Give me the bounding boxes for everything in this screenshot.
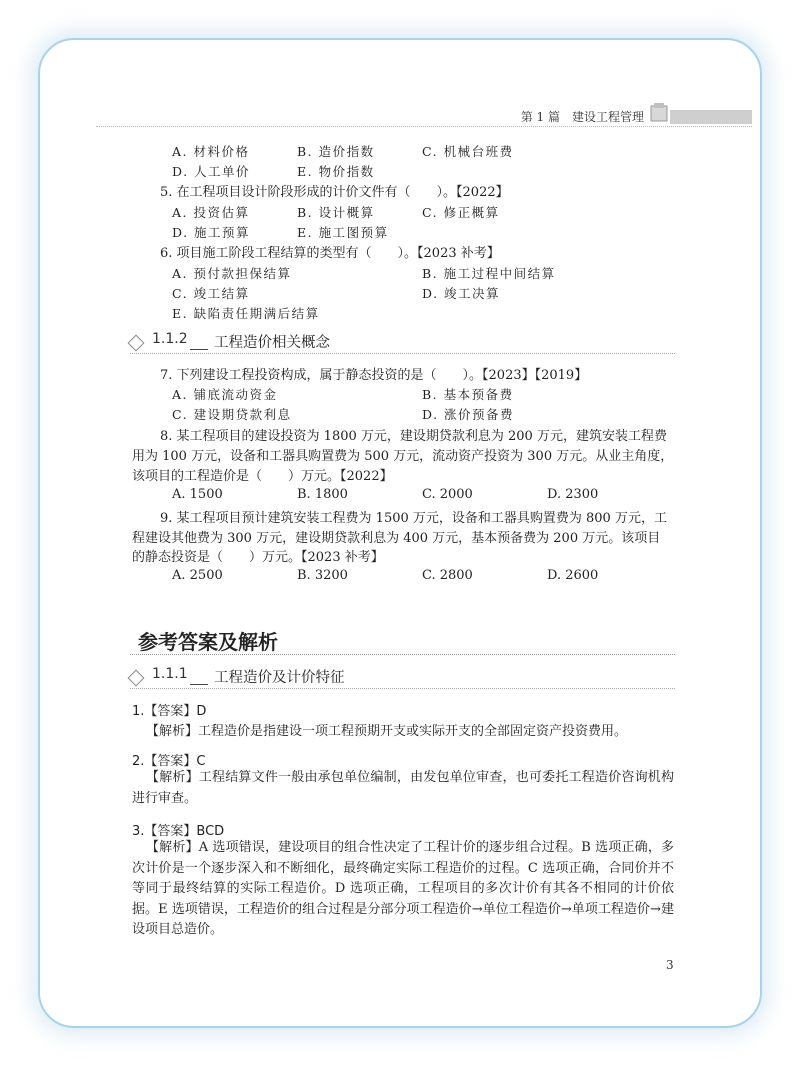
q9-option-c: C. 2800 [422, 568, 473, 583]
q7-option-a: A. 铺底流动资金 [172, 387, 278, 402]
q8-line-1: 8. 某工程项目的建设投资为 1800 万元，建设期贷款利息为 200 万元，建筑安装工程费 [160, 429, 667, 444]
section-number: 1.1.2 [152, 331, 188, 347]
book-icon [650, 102, 668, 122]
q6-option-a: A. 预付款担保结算 [172, 266, 292, 281]
section-number-underline [190, 349, 208, 350]
page-number: 3 [666, 958, 674, 972]
section-title: 工程造价相关概念 [214, 335, 330, 351]
answer-3-head: 3.【答案】BCD [132, 824, 225, 839]
q9-option-a: A. 2500 [172, 568, 223, 583]
q7-option-c: C. 建设期贷款利息 [172, 407, 292, 422]
q9-option-d: D. 2600 [547, 568, 599, 583]
diamond-icon [128, 335, 145, 352]
q6-stem: 6. 项目施工阶段工程结算的类型有（ ）。【2023 补考】 [160, 246, 500, 261]
q8-option-d: D. 2300 [547, 487, 599, 502]
q4-option-d: D. 人工单价 [172, 164, 251, 179]
q6-option-d: D. 竣工决算 [422, 286, 501, 301]
running-head-bar [670, 110, 752, 124]
answer-2-head: 2.【答案】C [132, 754, 206, 769]
answer-2-explanation: 【解析】工程结算文件一般由承包单位编制，由发包单位审查，也可委托工程造价咨询机构进行审查。 [132, 770, 674, 806]
q4-option-c: C. 机械台班费 [422, 144, 514, 159]
answer-1-head: 1.【答案】D [132, 704, 207, 719]
q4-option-b: B. 造价指数 [297, 144, 375, 159]
q7-option-b: B. 基本预备费 [422, 387, 514, 402]
q7-stem: 7. 下列建设工程投资构成，属于静态投资的是（ ）。【2023】【2019】 [160, 368, 588, 383]
q8-option-a: A. 1500 [172, 487, 223, 502]
running-head-text: 第 1 篇 建设工程管理 [520, 110, 644, 124]
answers-heading: 参考答案及解析 [138, 630, 278, 654]
q6-option-e: E. 缺陷责任期满后结算 [172, 306, 320, 321]
q8-line-3: 该项目的工程造价是（ ）万元。【2022】 [132, 469, 393, 484]
section-heading-1-1-2 [130, 331, 675, 354]
q8-option-c: C. 2000 [422, 487, 473, 502]
answer-3-explanation: 【解析】A 选项错误，建设项目的组合性决定了工程计价的逐步组合过程。B 选项正确，多次计价是一个逐步深入和不断细化，最终确定实际工程造价的过程。C 选项正确，合同价并不等同于最终结算的实际工程造价。D 选项正确，工程项目的多次计价有其各不相同的计价依据。E 选项错误，工程造价的组合过程是分部分项工程造价→单位工程造价→单项工程造价→建设项目总造价。 [132, 840, 674, 937]
q5-option-d: D. 施工预算 [172, 225, 251, 240]
diamond-icon [128, 670, 145, 687]
q5-option-c: C. 修正概算 [422, 205, 500, 220]
q9-line-2: 程建设其他费为 300 万元，建设期贷款利息为 400 万元，基本预备费为 200 万元。该项目 [132, 531, 661, 546]
q5-option-e: E. 施工图预算 [297, 225, 389, 240]
q5-option-a: A. 投资估算 [172, 205, 250, 220]
q9-line-3: 的静态投资是（ ）万元。【2023 补考】 [132, 550, 384, 565]
q4-option-e: E. 物价指数 [297, 164, 375, 179]
q8-line-2: 用为 100 万元，设备和工器具购置费为 500 万元，流动资产投资为 300 万元。从业主角度， [132, 449, 674, 464]
q9-option-b: B. 3200 [297, 568, 348, 583]
section-number: 1.1.1 [152, 666, 188, 682]
running-header [96, 70, 752, 127]
q8-option-b: B. 1800 [297, 487, 348, 502]
section-title: 工程造价及计价特征 [214, 670, 345, 686]
q5-stem: 5. 在工程项目设计阶段形成的计价文件有（ ）。【2022】 [160, 185, 509, 200]
section-heading-1-1-1 [130, 666, 675, 689]
answer-1-explanation: 【解析】工程造价是指建设一项工程预期开支或实际开支的全部固定资产投资费用。 [146, 724, 628, 739]
q6-option-c: C. 竣工结算 [172, 286, 250, 301]
q4-option-a: A. 材料价格 [172, 144, 250, 159]
q7-option-d: D. 涨价预备费 [422, 407, 515, 422]
q5-option-b: B. 设计概算 [297, 205, 375, 220]
q9-line-1: 9. 某工程项目预计建筑安装工程费为 1500 万元，设备和工器具购置费为 800 万元，工 [160, 511, 667, 526]
q6-option-b: B. 施工过程中间结算 [422, 266, 556, 281]
section-number-underline [190, 684, 208, 685]
answers-heading-rule [130, 653, 675, 655]
